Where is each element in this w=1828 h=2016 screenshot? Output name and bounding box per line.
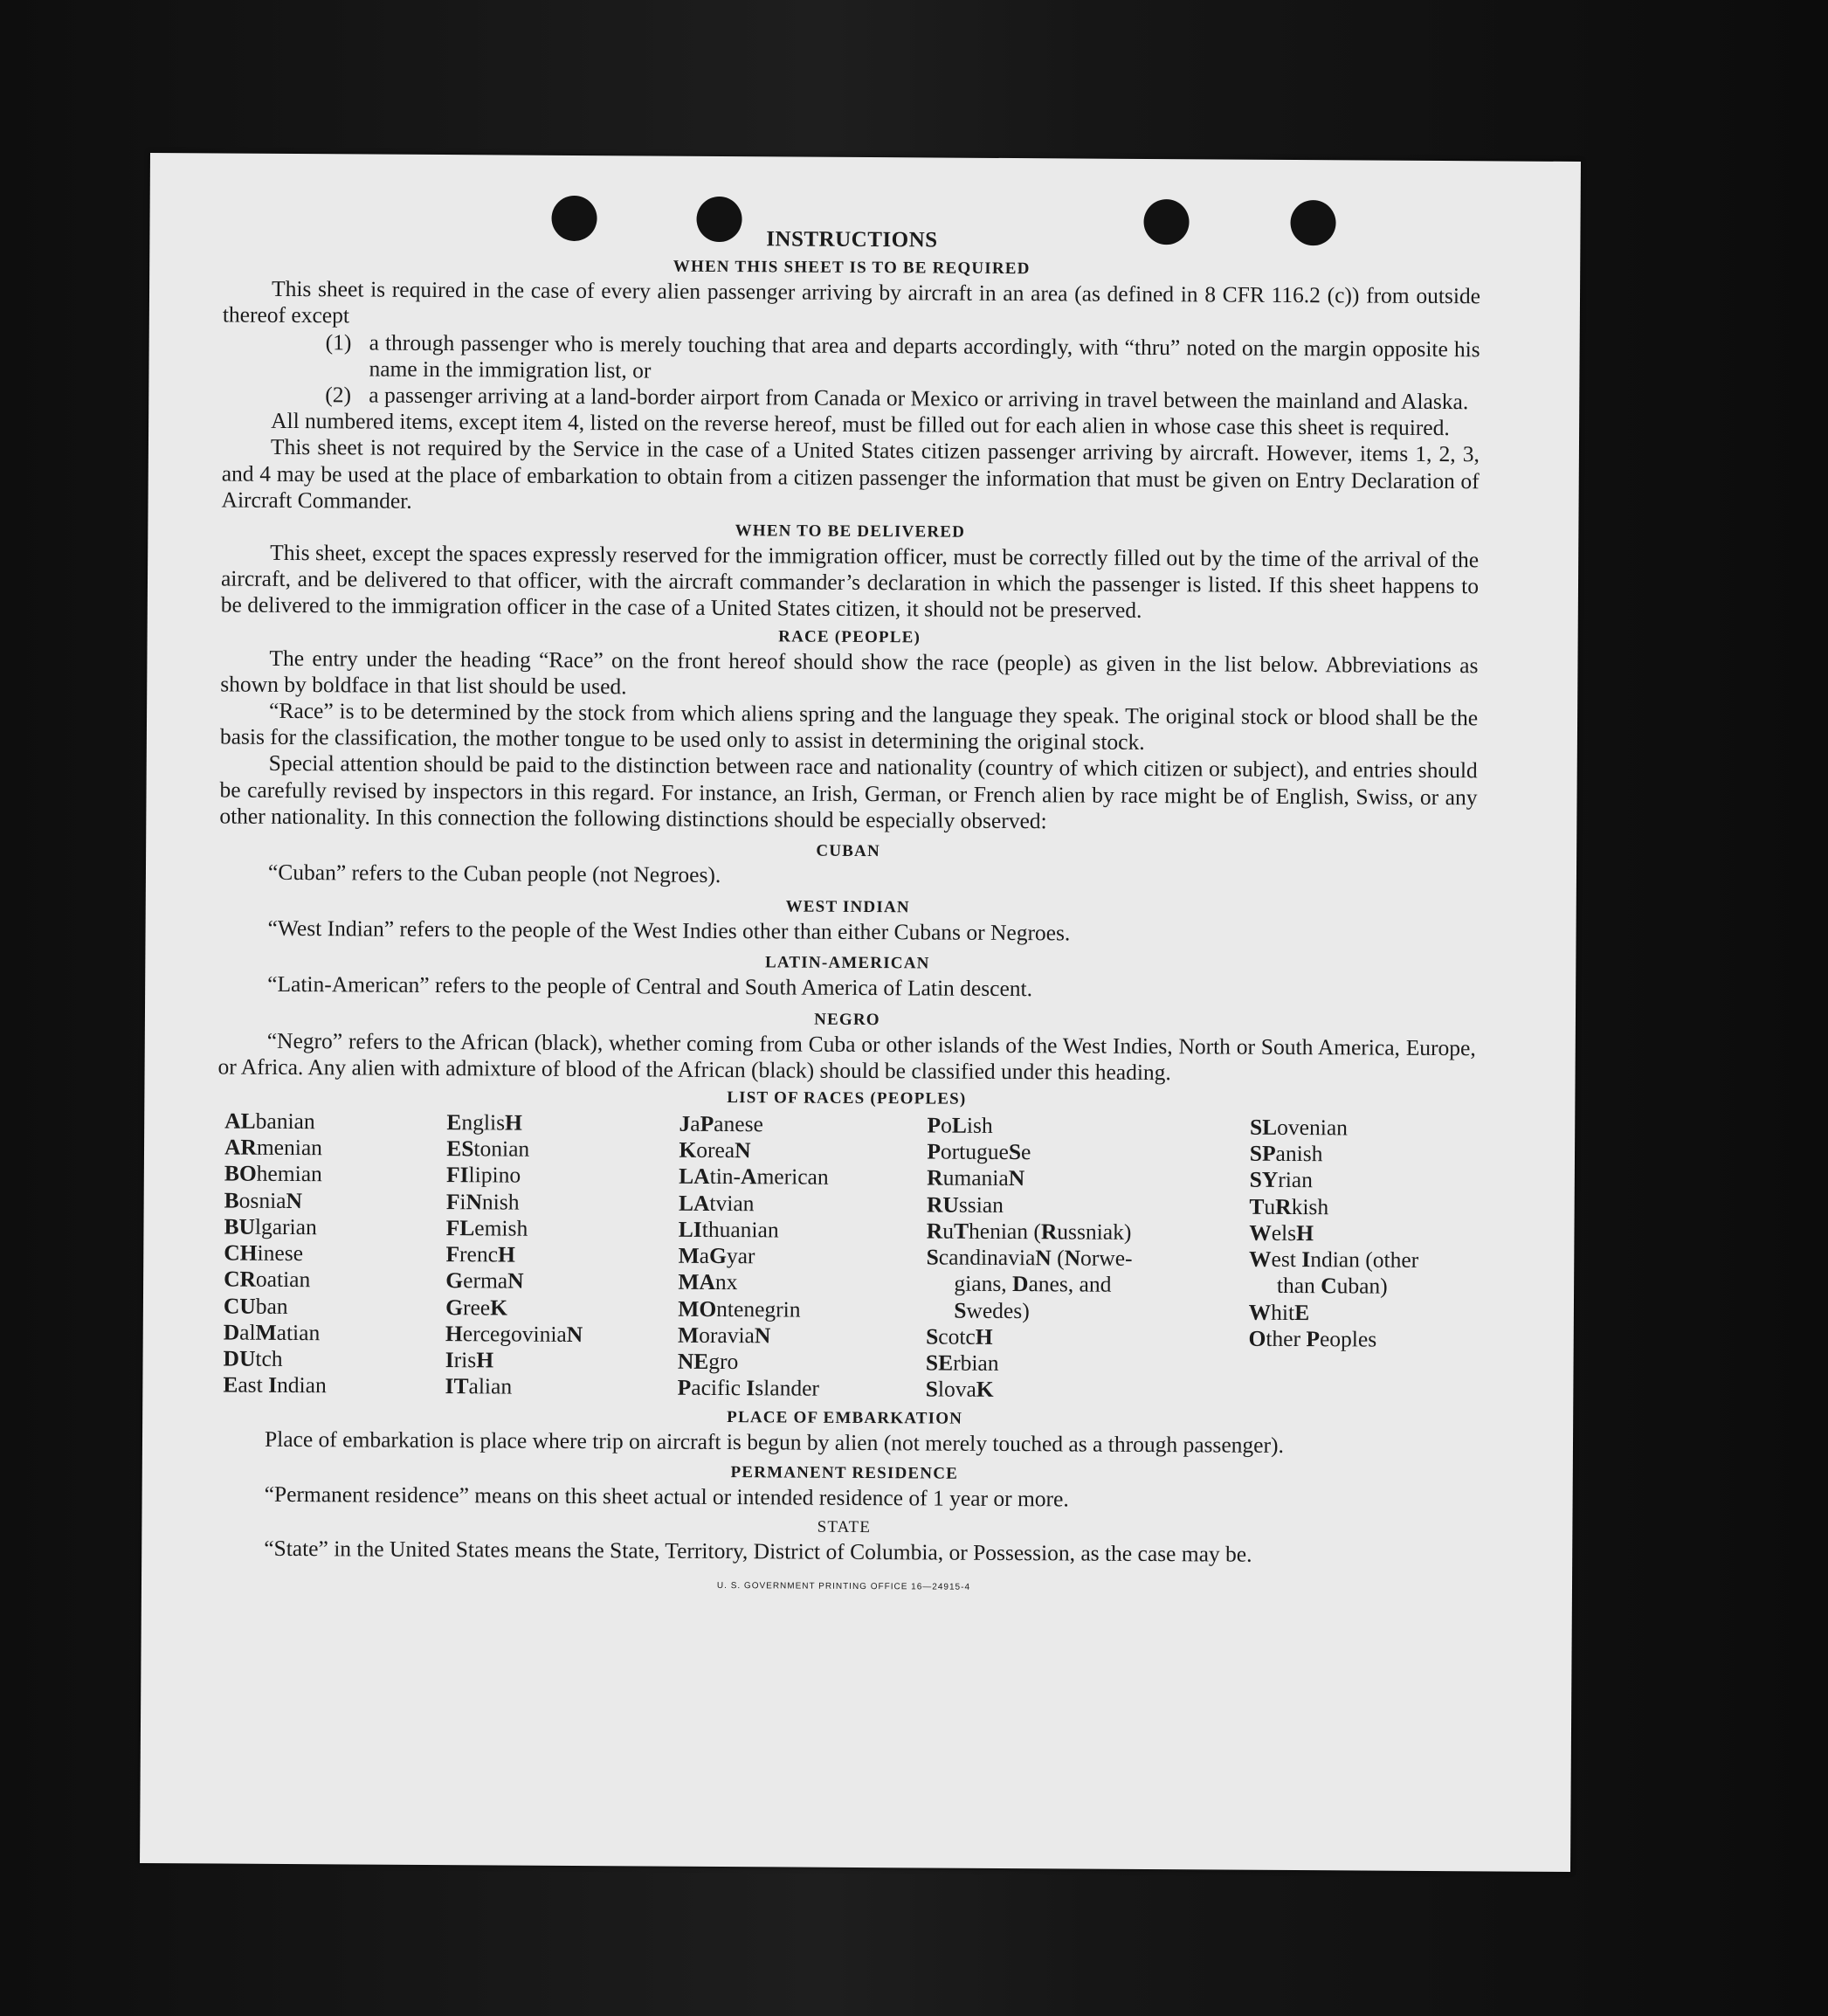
race-entry: FIlipino (445, 1162, 521, 1189)
section-heading: PERMANENT RESIDENCE (730, 1462, 959, 1483)
item-text: a through passenger who is merely touching that area and departs accordingly, with “thru” noted on the margin opposite his name in the immigration list, or (369, 329, 1480, 383)
paragraph: “Negro” refers to the African (black), whether coming from Cuba or other islands of the West Indies, North or South America, Europe, or Africa. Any alien with admixture of blood of the African (black) should be classified under this heading. (217, 1027, 1476, 1086)
race-entry: SlovaK (925, 1376, 994, 1403)
race-entry: FrencH (445, 1241, 515, 1267)
race-list (223, 1108, 1475, 1406)
race-entry: MAnx (678, 1269, 738, 1295)
race-entry: MaGyar (678, 1242, 755, 1269)
race-entry: BUlgarian (224, 1213, 317, 1240)
section-heading: STATE (817, 1517, 872, 1536)
paragraph: “West Indian” refers to the people of the West Indies other than either Cubans or Negroes. (267, 915, 1071, 946)
item-number: (2) (325, 382, 352, 408)
section-heading: CUBAN (816, 841, 880, 861)
race-entry: RumaniaN (927, 1164, 1025, 1191)
document-content (215, 224, 1481, 1605)
race-entry: EStonian (446, 1136, 530, 1162)
race-entry: MoraviaN (678, 1322, 771, 1349)
paragraph: Place of embarkation is place where trip on aircraft is begun by alien (not merely touched as a through passenger). (264, 1426, 1284, 1459)
race-entry: DalMatian (223, 1319, 321, 1345)
race-entry: CRoatian (224, 1266, 311, 1293)
document-sheet (140, 153, 1581, 1872)
race-entry: Swedes) (954, 1297, 1030, 1323)
paragraph: The entry under the heading “Race” on the front hereof should show the race (people) as given in the list below. Abbreviations as shown by boldface in that list should be used. (220, 645, 1479, 700)
race-entry: RuThenian (Russniak) (926, 1218, 1132, 1245)
race-entry: GermaN (445, 1267, 524, 1294)
race-entry: SYrian (1249, 1167, 1314, 1193)
section-heading: WEST INDIAN (785, 897, 910, 917)
race-entry: West Indian (other (1248, 1246, 1419, 1273)
section-heading: LATIN-AMERICAN (765, 953, 930, 973)
race-entry: LIthuanian (678, 1216, 779, 1243)
race-entry: HercegoviniaN (445, 1320, 583, 1347)
race-entry: DUtch (223, 1345, 283, 1371)
race-entry: ARmenian (224, 1134, 323, 1161)
section-heading: WHEN THIS SHEET IS TO BE REQUIRED (673, 257, 1031, 279)
race-entry: CUban (223, 1293, 288, 1319)
document-title: INSTRUCTIONS (766, 227, 938, 252)
printer-imprint: U. S. GOVERNMENT PRINTING OFFICE 16—24915-4 (716, 1580, 971, 1592)
race-entry: East Indian (223, 1371, 327, 1398)
section-heading: WHEN TO BE DELIVERED (735, 521, 966, 542)
paragraph: “State” in the United States means the State, Territory, District of Columbia, or Possession, as the case may be. (264, 1535, 1252, 1567)
race-column (678, 1111, 928, 1403)
race-entry: TuRkish (1249, 1193, 1329, 1219)
race-entry: ScandinaviaN (Norwe- (926, 1244, 1133, 1271)
paragraph: This sheet is required in the case of every alien passenger arriving by aircraft in an area (as defined in 8 CFR 116.2 (c)) from outside thereof except (222, 276, 1481, 328)
race-entry: MOntenegrin (678, 1295, 801, 1322)
race-entry: FiNnish (445, 1188, 520, 1215)
race-entry: ScotcH (926, 1323, 993, 1350)
paragraph: This sheet is not required by the Service in the case of a United States citizen passenger arriving by aircraft. However, items 1, 2, 3, and 4 may be used at the place of embarkation to obtain from a citizen passenger the information that must be given on Entry Declaration of Aircraft Commander. (221, 434, 1480, 514)
paragraph: “Cuban” refers to the Cuban people (not Negroes). (267, 859, 721, 888)
paragraph: All numbered items, except item 4, listed on the reverse hereof, must be filled out for each alien in whose case this sheet is required. (271, 408, 1450, 441)
paragraph: “Race” is to be determined by the stock from which aliens spring and the language they speak. The original stock or blood shall be the basis for the classification, the mother tongue to be used only to assist in determining the original stock. (219, 697, 1479, 756)
race-entry: FLemish (445, 1214, 528, 1241)
race-entry: SPanish (1249, 1140, 1323, 1167)
section-heading: NEGRO (814, 1010, 880, 1029)
paragraph: “Latin-American” refers to the people of Central and South America of Latin descent. (267, 971, 1033, 1002)
race-entry: WelsH (1249, 1219, 1314, 1246)
section-heading: LIST OF RACES (PEOPLES) (727, 1088, 967, 1108)
race-entry: CHinese (224, 1239, 304, 1267)
race-entry: IrisH (445, 1346, 494, 1373)
race-entry: BOhemian (224, 1161, 322, 1187)
race-entry: Pacific Islander (677, 1374, 820, 1401)
race-column (223, 1108, 446, 1400)
race-entry: NEgro (677, 1348, 739, 1375)
section-heading: RACE (PEOPLE) (778, 627, 921, 647)
race-entry: RUssian (926, 1191, 1004, 1218)
paragraph: “Permanent residence” means on this sheet actual or intended residence of 1 year or more. (264, 1481, 1069, 1511)
race-column (445, 1109, 679, 1401)
race-entry: Other Peoples (1248, 1325, 1377, 1352)
race-entry: gians, Danes, and (954, 1270, 1112, 1298)
race-entry: ITalian (445, 1373, 513, 1399)
race-entry: SErbian (925, 1350, 999, 1376)
race-entry: ALbanian (224, 1108, 315, 1135)
paragraph: This sheet, except the spaces expressly reserved for the immigration officer, must be correctly filled out by the time of the arrival of the aircraft, and be delivered to that officer, with the aircraft commander’s declaration in which the passenger is listed. If this sheet happens to be delivered to the immigration officer in the case of a United States citizen, it should not be preserved. (220, 539, 1480, 624)
race-entry: PortugueSe (927, 1138, 1031, 1165)
item-number: (1) (325, 328, 352, 356)
paragraph: Special attention should be paid to the distinction between race and nationality (country of which citizen or subject), and entries should be carefully revised by inspectors in this regard. For instance, an Irish, German, or French alien by race might be of English, Swiss, or any other nationality. In this connection the following distinctions should be especially observed: (219, 750, 1478, 834)
race-entry: EnglisH (446, 1109, 523, 1136)
race-entry: LAtin-American (679, 1163, 829, 1191)
race-entry: BosniaN (224, 1187, 303, 1213)
race-entry: LAtvian (678, 1190, 755, 1216)
race-column (926, 1113, 1250, 1405)
race-entry: than Cuban) (1276, 1273, 1388, 1299)
race-entry: WhitE (1248, 1299, 1310, 1325)
race-entry: KoreaN (679, 1137, 751, 1163)
item-text: a passenger arriving at a land-border airport from Canada or Mexico or arriving in travel between the mainland and Alaska. (369, 382, 1469, 415)
race-entry: GreeK (445, 1294, 508, 1321)
race-entry: SLovenian (1249, 1114, 1349, 1141)
list-item (325, 329, 1480, 389)
race-entry: JaPanese (679, 1110, 763, 1137)
race-column (1248, 1115, 1475, 1406)
section-heading: PLACE OF EMBARKATION (727, 1408, 963, 1429)
race-entry: PoLish (927, 1112, 993, 1138)
